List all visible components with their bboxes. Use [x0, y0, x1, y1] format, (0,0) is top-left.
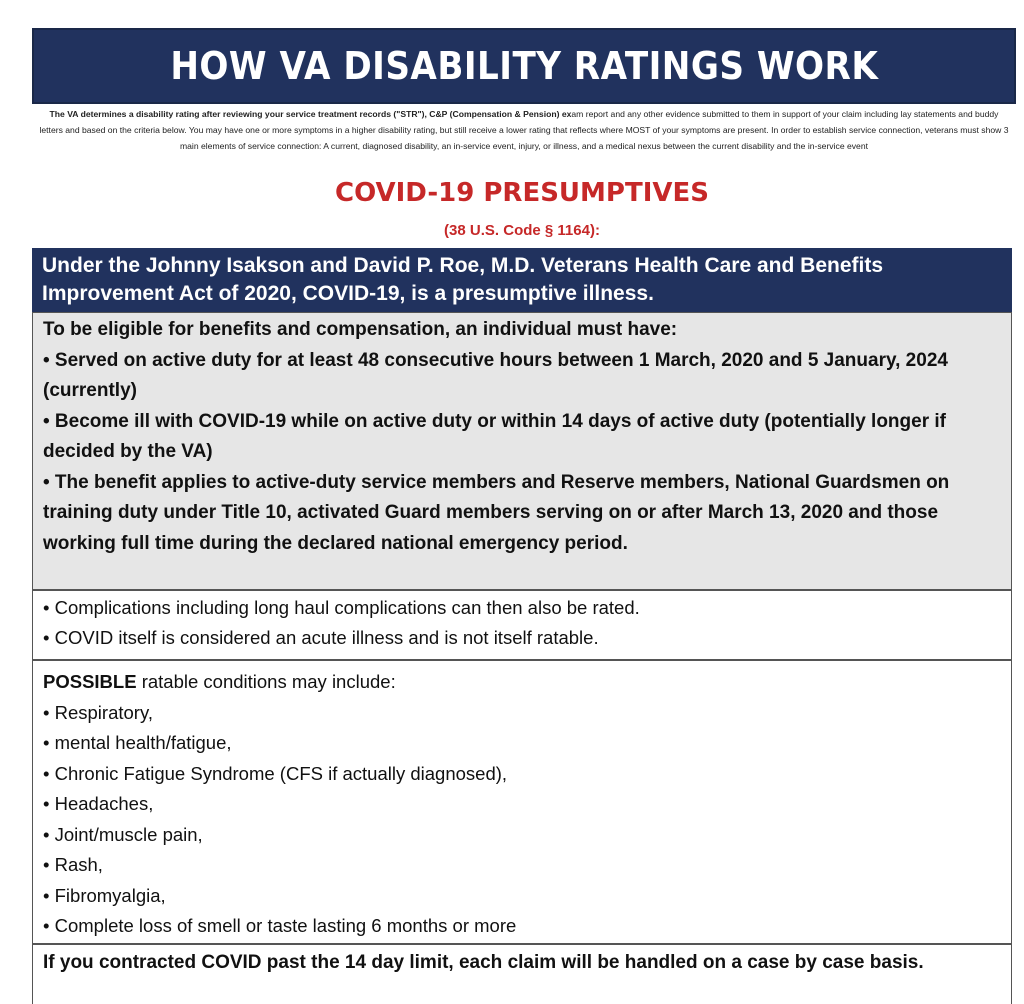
conditions-heading-bold: POSSIBLE	[43, 671, 137, 692]
intro-paragraph	[39, 106, 1009, 154]
complications-box	[32, 590, 1012, 660]
intro-bold-text: The VA determines a disability rating after reviewing your service treatment records ("STR"), C&P (Compensation & Pension) ex	[49, 109, 572, 119]
legal-code-citation: (38 U.S. Code § 1164):	[444, 222, 600, 239]
condition-item: • Chronic Fatigue Syndrome (CFS if actually diagnosed),	[43, 762, 508, 784]
complication-item: • Complications including long haul complications can then also be rated.	[43, 597, 640, 618]
condition-item: • Complete loss of smell or taste lasting 6 months or more	[43, 915, 517, 936]
title-banner	[32, 28, 1016, 104]
page-title: HOW VA DISABILITY RATINGS WORK	[170, 44, 878, 88]
conditions-box	[32, 660, 1012, 944]
eligibility-box	[32, 312, 1012, 590]
covid-section-title: COVID-19 PRESUMPTIVES	[335, 178, 709, 208]
document-page	[27, 22, 1017, 982]
complication-item: • COVID itself is considered an acute illness and is not itself ratable.	[43, 627, 599, 648]
eligibility-heading: To be eligible for benefits and compensation, an individual must have:	[43, 319, 678, 340]
intro-text: am report and any other evidence submitted to them in support of your claim including lay statements and buddy letters and based on the criteria below. You may have one or more symptoms in a higher disability rating, but still receive a lower rating that reflects where MOST of your symptoms are present. In order to establish service connection, veterans must show 3 main elements of service connection: A current, diagnosed disability, an in-service event, injury, or illness, and a medical nexus between the current disability and the in-service event	[39, 109, 1009, 151]
conditions-heading-text: ratable conditions may include:	[136, 671, 396, 692]
eligibility-item: • The benefit applies to active-duty service members and Reserve members, National Guardsmen on training duty under Title 10, activated Guard members serving on or after March 13, 2020 and those working full time during the declared national emergency period.	[43, 471, 950, 554]
footer-note: If you contracted COVID past the 14 day limit, each claim will be handled on a case by case basis.	[32, 944, 1012, 1004]
condition-item: • Rash,	[43, 854, 103, 875]
act-banner: Under the Johnny Isakson and David P. Roe, M.D. Veterans Health Care and Benefits Improvement Act of 2020, COVID-19, is a presumptive illness.	[32, 248, 1012, 312]
condition-item: • Headaches,	[43, 793, 154, 814]
condition-item: • Joint/muscle pain,	[43, 823, 203, 845]
condition-item: • Respiratory,	[43, 701, 153, 723]
condition-item: • mental health/fatigue,	[43, 732, 232, 753]
conditions-heading	[43, 667, 1001, 698]
condition-item: • Fibromyalgia,	[43, 884, 166, 906]
eligibility-item: • Become ill with COVID-19 while on active duty or within 14 days of active duty (potentially longer if decided by the VA)	[43, 410, 946, 462]
eligibility-item: • Served on active duty for at least 48 consecutive hours between 1 March, 2020 and 5 January, 2024 (currently)	[43, 349, 948, 401]
